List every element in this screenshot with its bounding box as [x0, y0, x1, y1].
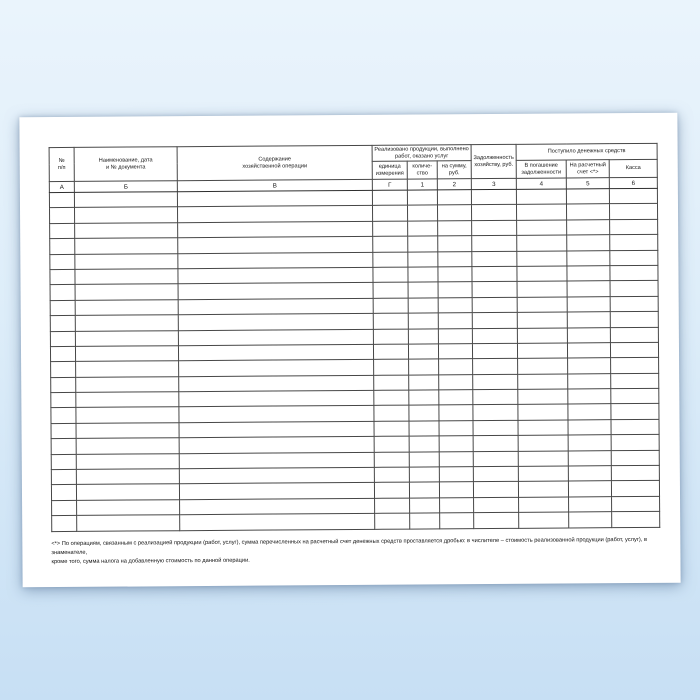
table-cell	[178, 283, 373, 300]
table-cell	[372, 190, 407, 206]
table-cell	[518, 466, 568, 482]
table-cell	[177, 206, 372, 223]
table-cell	[472, 236, 517, 252]
table-cell	[51, 454, 76, 470]
table-cell	[518, 481, 568, 497]
table-cell	[517, 343, 567, 359]
table-cell	[610, 265, 658, 281]
table-cell	[611, 481, 659, 497]
table-cell	[517, 281, 567, 297]
table-cell	[178, 344, 373, 361]
table-cell	[438, 344, 472, 360]
table-cell	[568, 373, 611, 389]
table-cell	[569, 512, 612, 528]
table-cell	[75, 330, 178, 346]
table-cell	[472, 220, 517, 236]
col-header-amount: на сумму, руб.	[437, 161, 471, 179]
table-cell	[517, 297, 567, 313]
table-body	[49, 188, 659, 531]
table-cell	[76, 392, 179, 408]
table-cell	[374, 467, 409, 483]
table-cell	[373, 344, 408, 360]
table-cell	[610, 342, 658, 358]
table-cell	[516, 204, 566, 220]
table-cell	[568, 481, 611, 497]
table-cell	[408, 328, 438, 344]
table-cell	[567, 219, 610, 235]
table-cell	[569, 496, 612, 512]
table-cell	[409, 359, 439, 375]
table-cell	[179, 375, 374, 392]
table-cell	[408, 221, 438, 237]
paper-sheet	[19, 113, 680, 588]
column-code: Г	[372, 179, 407, 190]
table-cell	[75, 238, 178, 254]
table-cell	[518, 451, 568, 467]
table-cell	[438, 328, 472, 344]
table-cell	[473, 420, 518, 436]
table-cell	[610, 296, 658, 312]
table-cell	[610, 235, 658, 251]
col-header-content: Содержание хозяйственной операции	[177, 145, 372, 180]
table-cell	[409, 436, 439, 452]
table-cell	[75, 253, 178, 269]
table-cell	[438, 236, 472, 252]
table-cell	[51, 485, 76, 501]
table-cell	[567, 266, 610, 282]
table-cell	[179, 483, 374, 500]
column-code: 5	[566, 178, 609, 189]
table-cell	[517, 220, 567, 236]
table-cell	[473, 389, 518, 405]
table-cell	[568, 389, 611, 405]
col-header-num: № п/п	[49, 147, 74, 181]
table-cell	[373, 252, 408, 268]
table-cell	[610, 281, 658, 297]
table-cell	[609, 204, 657, 220]
table-cell	[51, 423, 76, 439]
table-cell	[178, 221, 373, 238]
table-cell	[374, 390, 409, 406]
table-cell	[611, 388, 659, 404]
table-cell	[374, 359, 409, 375]
table-cell	[568, 358, 611, 374]
table-cell	[76, 484, 179, 500]
table-cell	[178, 237, 373, 254]
table-cell	[77, 500, 180, 516]
footnote-text: <*> По операциям, связанным с реализацией продукции (работ, услуг), сумма перечисленных на расчетный счет денежных средств проставляется дробью: в числителе – стоимость реализованной продукции (работ, услуг), в знаменателе, кроме того, сумма налога на добавленную стоимость по данной операции.	[51, 536, 647, 566]
table-cell	[439, 359, 473, 375]
table-cell	[75, 284, 178, 300]
table-cell	[372, 205, 407, 221]
table-cell	[51, 392, 76, 408]
table-cell	[472, 266, 517, 282]
table-cell	[439, 482, 473, 498]
table-cell	[567, 312, 610, 328]
table-cell	[50, 254, 75, 270]
table-cell	[474, 497, 519, 513]
table-cell	[473, 374, 518, 390]
table-cell	[518, 358, 568, 374]
table-cell	[518, 374, 568, 390]
table-cell	[50, 269, 75, 285]
table-header	[49, 143, 657, 192]
table-cell	[408, 236, 438, 252]
table-cell	[373, 329, 408, 345]
table-cell	[568, 435, 611, 451]
table-cell	[516, 189, 566, 205]
table-cell	[439, 405, 473, 421]
table-cell	[566, 204, 609, 220]
table-cell	[519, 512, 569, 528]
table-cell	[179, 467, 374, 484]
table-cell	[567, 327, 610, 343]
group-header-received: Поступило денежных средств	[516, 143, 657, 160]
table-cell	[612, 496, 660, 512]
table-cell	[75, 207, 178, 223]
table-cell	[410, 498, 440, 514]
table-cell	[471, 189, 516, 205]
table-cell	[472, 297, 517, 313]
table-cell	[51, 439, 76, 455]
table-cell	[517, 235, 567, 251]
table-cell	[373, 313, 408, 329]
table-cell	[76, 361, 179, 377]
table-cell	[409, 375, 439, 391]
table-cell	[438, 313, 472, 329]
table-cell	[374, 421, 409, 437]
table-cell	[180, 514, 375, 531]
col-header-unit: единица измерения	[372, 161, 407, 179]
table-cell	[51, 377, 76, 393]
table-cell	[438, 297, 472, 313]
table-cell	[517, 266, 567, 282]
table-cell	[178, 252, 373, 269]
table-cell	[438, 220, 472, 236]
table-cell	[568, 404, 611, 420]
table-cell	[472, 282, 517, 298]
table-cell	[178, 313, 373, 330]
table-cell	[517, 312, 567, 328]
table-cell	[410, 513, 440, 529]
table-cell	[49, 192, 74, 208]
table-cell	[409, 452, 439, 468]
table-row	[52, 512, 660, 532]
table-cell	[612, 512, 660, 528]
table-cell	[373, 221, 408, 237]
table-cell	[611, 465, 659, 481]
table-cell	[75, 315, 178, 331]
table-cell	[518, 389, 568, 405]
table-cell	[373, 282, 408, 298]
table-cell	[472, 343, 517, 359]
table-cell	[52, 500, 77, 516]
table-cell	[374, 483, 409, 499]
table-cell	[567, 343, 610, 359]
table-cell	[409, 405, 439, 421]
table-cell	[566, 189, 609, 205]
table-cell	[517, 251, 567, 267]
table-cell	[51, 362, 76, 378]
table-cell	[611, 373, 659, 389]
table-cell	[610, 219, 658, 235]
table-cell	[409, 390, 439, 406]
table-cell	[611, 419, 659, 435]
table-cell	[567, 235, 610, 251]
table-cell	[408, 282, 438, 298]
table-cell	[76, 376, 179, 392]
table-cell	[179, 390, 374, 407]
table-cell	[50, 239, 75, 255]
table-cell	[408, 251, 438, 267]
column-code: 6	[609, 177, 657, 188]
column-code: 2	[437, 179, 471, 190]
table-cell	[375, 513, 410, 529]
table-cell	[568, 450, 611, 466]
table-cell	[178, 329, 373, 346]
table-cell	[611, 435, 659, 451]
table-cell	[567, 250, 610, 266]
table-cell	[610, 250, 658, 266]
table-cell	[76, 407, 179, 423]
table-cell	[567, 281, 610, 297]
table-cell	[50, 285, 75, 301]
table-cell	[76, 423, 179, 439]
table-cell	[50, 208, 75, 224]
table-cell	[76, 453, 179, 469]
table-cell	[77, 515, 180, 531]
table-cell	[518, 404, 568, 420]
table-cell	[609, 188, 657, 204]
table-cell	[471, 205, 516, 221]
table-cell	[440, 513, 474, 529]
table-cell	[518, 435, 568, 451]
table-cell	[50, 223, 75, 239]
table-cell	[179, 437, 374, 454]
table-cell	[472, 312, 517, 328]
table-cell	[76, 469, 179, 485]
table-cell	[74, 192, 177, 208]
table-cell	[518, 420, 568, 436]
table-cell	[439, 390, 473, 406]
table-cell	[439, 374, 473, 390]
table-cell	[75, 222, 178, 238]
table-cell	[439, 421, 473, 437]
table-cell	[473, 359, 518, 375]
table-cell	[50, 346, 75, 362]
table-cell	[50, 331, 75, 347]
table-cell	[473, 482, 518, 498]
table-cell	[440, 497, 474, 513]
table-cell	[408, 313, 438, 329]
table-cell	[438, 251, 472, 267]
table-cell	[567, 296, 610, 312]
table-cell	[51, 469, 76, 485]
ledger-form-table	[49, 143, 661, 532]
table-cell	[178, 298, 373, 315]
table-cell	[408, 267, 438, 283]
table-cell	[473, 436, 518, 452]
table-cell	[409, 482, 439, 498]
table-cell	[409, 421, 439, 437]
table-cell	[407, 190, 437, 206]
column-code: 1	[407, 179, 437, 190]
table-cell	[611, 404, 659, 420]
table-cell	[50, 300, 75, 316]
table-cell	[437, 205, 471, 221]
table-cell	[439, 467, 473, 483]
table-cell	[408, 344, 438, 360]
table-cell	[439, 436, 473, 452]
table-cell	[472, 328, 517, 344]
table-cell	[438, 267, 472, 283]
group-header-realized: Реализовано продукции, выполнено работ, оказано услуг	[372, 145, 471, 162]
table-cell	[75, 299, 178, 315]
table-cell	[179, 452, 374, 469]
table-cell	[611, 358, 659, 374]
column-code: 4	[516, 178, 566, 189]
table-cell	[179, 406, 374, 423]
col-header-qty: количе- ство	[407, 161, 437, 179]
table-cell	[51, 408, 76, 424]
table-cell	[177, 190, 372, 207]
table-cell	[374, 452, 409, 468]
table-cell	[610, 327, 658, 343]
table-cell	[374, 436, 409, 452]
column-code: 3	[471, 178, 516, 189]
table-cell	[439, 451, 473, 467]
table-cell	[179, 360, 374, 377]
table-cell	[474, 513, 519, 529]
table-cell	[180, 498, 375, 515]
col-header-debt: Задолженность хозяйству, руб.	[471, 144, 516, 178]
table-cell	[52, 516, 77, 532]
table-cell	[519, 497, 569, 513]
col-header-account: На расчетный счет <*>	[566, 160, 609, 178]
table-cell	[568, 466, 611, 482]
column-code: А	[49, 181, 74, 192]
table-cell	[373, 298, 408, 314]
table-cell	[610, 311, 658, 327]
table-cell	[75, 269, 178, 285]
table-cell	[472, 251, 517, 267]
table-cell	[76, 438, 179, 454]
table-cell	[373, 236, 408, 252]
table-cell	[568, 420, 611, 436]
table-cell	[179, 421, 374, 438]
table-cell	[407, 205, 437, 221]
table-cell	[438, 282, 472, 298]
table-cell	[178, 267, 373, 284]
table-cell	[408, 298, 438, 314]
table-cell	[75, 346, 178, 362]
col-header-repayment: В погашение задолженности	[516, 160, 566, 178]
col-header-document: Наименование, дата и № документа	[74, 147, 177, 182]
table-cell	[409, 467, 439, 483]
table-cell	[375, 498, 410, 514]
table-cell	[373, 267, 408, 283]
table-cell	[374, 375, 409, 391]
table-cell	[517, 327, 567, 343]
col-header-cash: Касса	[609, 159, 657, 177]
table-cell	[473, 466, 518, 482]
table-cell	[437, 190, 471, 206]
table-cell	[50, 316, 75, 332]
table-cell	[473, 405, 518, 421]
table-cell	[473, 451, 518, 467]
column-code: Б	[74, 181, 177, 193]
table-cell	[374, 406, 409, 422]
column-code: В	[177, 179, 372, 191]
table-cell	[611, 450, 659, 466]
